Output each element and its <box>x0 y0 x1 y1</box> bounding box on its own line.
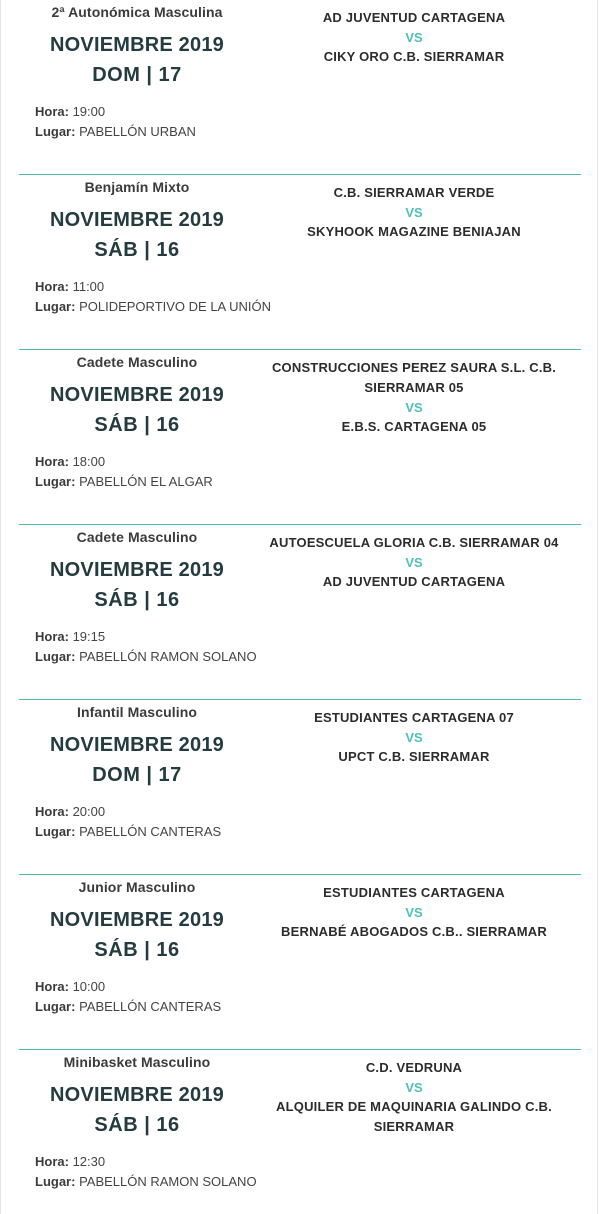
match-day: SÁB | 16 <box>94 589 180 611</box>
match-day: SÁB | 16 <box>94 239 180 261</box>
lugar-label: Lugar: <box>35 474 76 489</box>
home-team: C.D. VEDRUNA <box>365 1060 463 1075</box>
match-venue <box>35 999 221 1014</box>
match-venue <box>35 649 257 664</box>
hora-label: Hora: <box>35 104 69 119</box>
match-category: Infantil Masculino <box>76 704 198 720</box>
match-card <box>19 0 581 175</box>
match-card <box>19 875 581 1050</box>
hora-label: Hora: <box>35 1154 69 1169</box>
home-team: ESTUDIANTES CARTAGENA 07 <box>314 710 514 725</box>
hora-value: 11:00 <box>72 279 105 294</box>
away-team: ALQUILER DE MAQUINARIA GALINDO C.B. SIERRAMAR <box>276 1099 552 1134</box>
hora-label: Hora: <box>35 804 69 819</box>
vs-label: VS <box>405 555 423 570</box>
hora-value: 10:00 <box>72 979 106 994</box>
hora-value: 19:15 <box>72 629 106 644</box>
away-team: E.B.S. CARTAGENA 05 <box>341 419 487 434</box>
match-info <box>19 700 255 874</box>
vs-label: VS <box>405 205 423 220</box>
match-teams <box>263 883 565 942</box>
hora-label: Hora: <box>35 629 69 644</box>
match-day: DOM | 17 <box>92 64 182 86</box>
match-info <box>19 525 255 699</box>
lugar-label: Lugar: <box>35 824 76 839</box>
match-info <box>19 1050 255 1214</box>
away-team: BERNABÉ ABOGADOS C.B.. SIERRAMAR <box>281 924 547 939</box>
hora-label: Hora: <box>35 979 69 994</box>
hora-value: 12:30 <box>72 1154 106 1169</box>
lugar-value: PABELLÓN RAMON SOLANO <box>79 649 257 664</box>
match-category: Minibasket Masculino <box>63 1054 211 1070</box>
match-teams <box>263 1058 565 1137</box>
match-category: Benjamín Mixto <box>84 179 190 195</box>
match-venue <box>35 124 196 139</box>
vs-label: VS <box>405 30 423 45</box>
match-day: SÁB | 16 <box>94 1114 180 1136</box>
match-teams <box>263 8 565 67</box>
home-team: AUTOESCUELA GLORIA C.B. SIERRAMAR 04 <box>269 535 559 550</box>
lugar-label: Lugar: <box>35 299 76 314</box>
home-team: C.B. SIERRAMAR VERDE <box>333 185 495 200</box>
match-info <box>19 0 255 174</box>
match-time <box>35 104 105 119</box>
hora-label: Hora: <box>35 454 69 469</box>
match-month: NOVIEMBRE 2019 <box>50 384 224 406</box>
lugar-value: PABELLÓN CANTERAS <box>79 999 222 1014</box>
match-card <box>19 1050 581 1214</box>
hora-value: 20:00 <box>72 804 106 819</box>
match-card <box>19 175 581 350</box>
match-day: DOM | 17 <box>92 764 182 786</box>
match-card <box>19 525 581 700</box>
vs-label: VS <box>405 400 423 415</box>
match-venue <box>35 1174 257 1189</box>
match-month: NOVIEMBRE 2019 <box>50 209 224 231</box>
lugar-value: PABELLÓN URBAN <box>79 124 196 139</box>
match-teams <box>263 358 565 437</box>
match-teams <box>263 708 565 767</box>
match-month: NOVIEMBRE 2019 <box>50 559 224 581</box>
lugar-label: Lugar: <box>35 124 76 139</box>
match-day: SÁB | 16 <box>94 414 180 436</box>
away-team: SKYHOOK MAGAZINE BENIAJAN <box>307 224 521 239</box>
match-venue <box>35 474 213 489</box>
home-team: CONSTRUCCIONES PEREZ SAURA S.L. C.B. SIERRAMAR 05 <box>271 360 557 395</box>
match-info <box>19 875 255 1049</box>
vs-label: VS <box>405 905 423 920</box>
match-month: NOVIEMBRE 2019 <box>50 1084 224 1106</box>
match-category: Cadete Masculino <box>76 354 198 370</box>
vs-label: VS <box>405 730 423 745</box>
match-card <box>19 350 581 525</box>
match-time <box>35 629 105 644</box>
match-month: NOVIEMBRE 2019 <box>50 734 224 756</box>
match-day: SÁB | 16 <box>94 939 180 961</box>
match-time <box>35 454 105 469</box>
away-team: AD JUVENTUD CARTAGENA <box>322 574 506 589</box>
match-time <box>35 1154 105 1169</box>
match-category: Junior Masculino <box>78 879 196 895</box>
vs-label: VS <box>405 1080 423 1095</box>
match-teams <box>263 183 565 242</box>
match-month: NOVIEMBRE 2019 <box>50 909 224 931</box>
lugar-label: Lugar: <box>35 1174 76 1189</box>
match-info <box>19 175 271 349</box>
match-card <box>19 700 581 875</box>
match-venue <box>35 299 271 314</box>
lugar-value: PABELLÓN CANTERAS <box>79 824 222 839</box>
match-month: NOVIEMBRE 2019 <box>50 34 224 56</box>
lugar-label: Lugar: <box>35 999 76 1014</box>
lugar-value: POLIDEPORTIVO DE LA UNIÓN <box>79 299 271 314</box>
away-team: CIKY ORO C.B. SIERRAMAR <box>323 49 505 64</box>
home-team: AD JUVENTUD CARTAGENA <box>322 10 506 25</box>
away-team: UPCT C.B. SIERRAMAR <box>338 749 490 764</box>
lugar-value: PABELLÓN RAMON SOLANO <box>79 1174 257 1189</box>
hora-value: 18:00 <box>72 454 106 469</box>
lugar-value: PABELLÓN EL ALGAR <box>79 474 213 489</box>
match-category: Cadete Masculino <box>76 529 198 545</box>
match-info <box>19 350 255 524</box>
match-teams <box>263 533 565 592</box>
match-time <box>35 804 105 819</box>
match-venue <box>35 824 221 839</box>
hora-value: 19:00 <box>72 104 106 119</box>
match-category: 2ª Autonómica Masculina <box>51 4 223 20</box>
match-time <box>35 279 104 294</box>
hora-label: Hora: <box>35 279 69 294</box>
home-team: ESTUDIANTES CARTAGENA <box>323 885 505 900</box>
match-time <box>35 979 105 994</box>
lugar-label: Lugar: <box>35 649 76 664</box>
